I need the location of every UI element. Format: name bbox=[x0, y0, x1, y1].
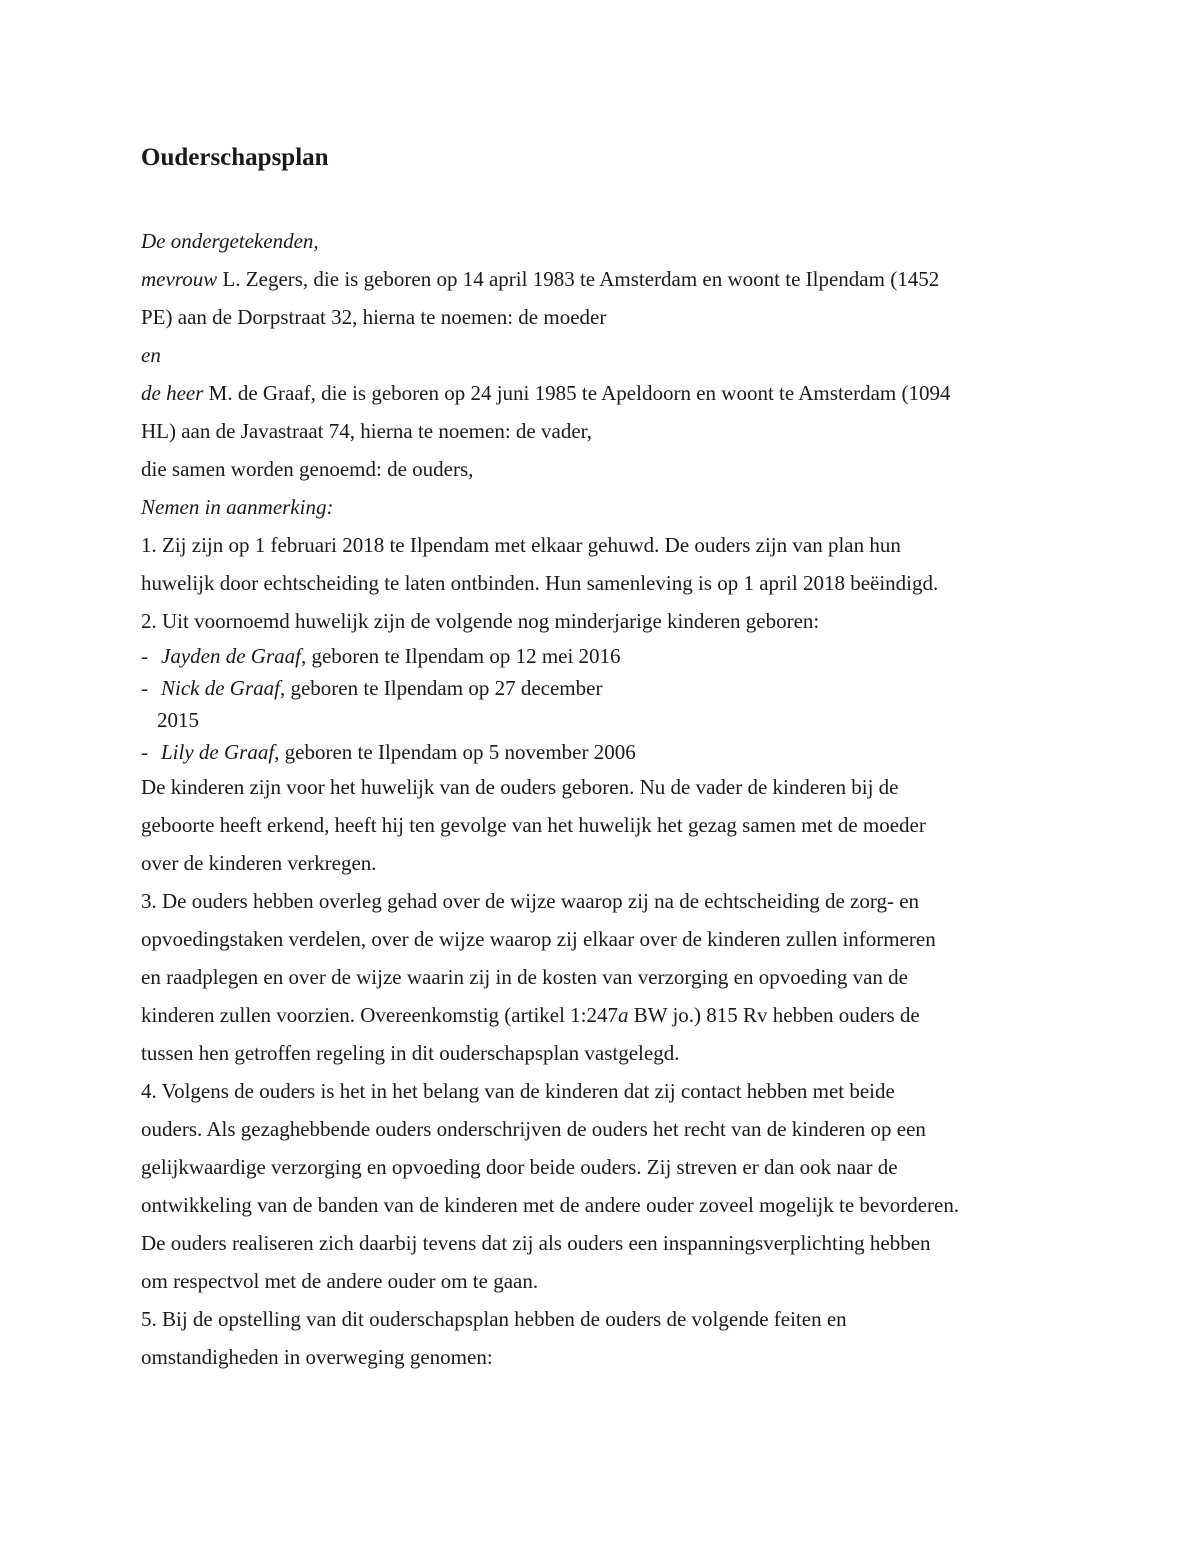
children-note-line-3: over de kinderen verkregen. bbox=[141, 851, 377, 875]
document-body bbox=[141, 222, 1066, 1376]
children-note-line-2: geboorte heeft erkend, heeft hij ten gevolge van het huwelijk het gezag samen met de moeder bbox=[141, 813, 926, 837]
point-3-text-a: kinderen zullen voorzien. Overeenkomstig (artikel 1:247 bbox=[141, 1003, 619, 1027]
point-3-article-letter: a bbox=[618, 1003, 629, 1027]
point-3-text-b: BW jo.) 815 Rv hebben ouders de bbox=[628, 1003, 920, 1027]
together-line: die samen worden genoemd: de ouders, bbox=[141, 457, 474, 481]
document-title: Ouderschapsplan bbox=[141, 144, 329, 171]
list-dash: - bbox=[141, 644, 148, 668]
child-item-jayden bbox=[141, 640, 1066, 672]
list-dash: - bbox=[141, 676, 148, 700]
point-3-line-4 bbox=[141, 996, 1066, 1034]
father-role: de heer bbox=[141, 381, 204, 405]
child-item-lily bbox=[141, 736, 1066, 768]
father-line-1 bbox=[141, 374, 1066, 412]
child-name: Jayden de Graaf bbox=[161, 644, 301, 668]
mother-line-1 bbox=[141, 260, 1066, 298]
point-4-line-5: De ouders realiseren zich daarbij tevens dat zij als ouders een inspanningsverplichting hebben bbox=[141, 1231, 931, 1255]
point-3-line-2: opvoedingstaken verdelen, over de wijze waarop zij elkaar over de kinderen zullen informeren bbox=[141, 927, 936, 951]
child-name: Lily de Graaf bbox=[161, 740, 275, 764]
point-1-line-1: 1. Zij zijn op 1 februari 2018 te Ilpendam met elkaar gehuwd. De ouders zijn van plan hun bbox=[141, 533, 901, 557]
intro-line: De ondergetekenden, bbox=[141, 229, 319, 253]
mother-line-2: PE) aan de Dorpstraat 32, hierna te noemen: de moeder bbox=[141, 305, 607, 329]
point-3-line-3: en raadplegen en over de wijze waarin zij in de kosten van verzorging en opvoeding van de bbox=[141, 965, 908, 989]
child-name: Nick de Graaf bbox=[161, 676, 280, 700]
father-details: M. de Graaf, die is geboren op 24 juni 1985 te Apeldoorn en woont te Amsterdam (1094 bbox=[203, 381, 951, 405]
point-5-line-2: omstandigheden in overweging genomen: bbox=[141, 1345, 493, 1369]
point-4-line-2: ouders. Als gezaghebbende ouders onderschrijven de ouders het recht van de kinderen op een bbox=[141, 1117, 926, 1141]
point-5-line-1: 5. Bij de opstelling van dit ouderschapsplan hebben de ouders de volgende feiten en bbox=[141, 1307, 847, 1331]
child-birth: , geboren te Ilpendam op 12 mei 2016 bbox=[300, 644, 621, 668]
father-line-2: HL) aan de Javastraat 74, hierna te noemen: de vader, bbox=[141, 419, 593, 443]
point-1-line-2: huwelijk door echtscheiding te laten ontbinden. Hun samenleving is op 1 april 2018 beëindigd. bbox=[141, 571, 939, 595]
mother-details: L. Zegers, die is geboren op 14 april 1983 te Amsterdam en woont te Ilpendam (1452 bbox=[217, 267, 940, 291]
child-birth: , geboren te Ilpendam op 5 november 2006 bbox=[274, 740, 636, 764]
child-birth: , geboren te Ilpendam op 27 december bbox=[279, 676, 603, 700]
point-4-line-4: ontwikkeling van de banden van de kinderen met de andere ouder zoveel mogelijk te bevorderen. bbox=[141, 1193, 960, 1217]
children-note-line-1: De kinderen zijn voor het huwelijk van de ouders geboren. Nu de vader de kinderen bij de bbox=[141, 775, 899, 799]
point-4-line-1: 4. Volgens de ouders is het in het belang van de kinderen dat zij contact hebben met beide bbox=[141, 1079, 895, 1103]
conjunction-line: en bbox=[141, 343, 161, 367]
point-4-line-6: om respectvol met de andere ouder om te gaan. bbox=[141, 1269, 539, 1293]
point-3-line-5: tussen hen getroffen regeling in dit ouderschapsplan vastgelegd. bbox=[141, 1041, 680, 1065]
point-3-line-1: 3. De ouders hebben overleg gehad over de wijze waarop zij na de echtscheiding de zorg- en bbox=[141, 889, 920, 913]
mother-role: mevrouw bbox=[141, 267, 218, 291]
point-2-line: 2. Uit voornoemd huwelijk zijn de volgende nog minderjarige kinderen geboren: bbox=[141, 609, 820, 633]
list-dash: - bbox=[141, 740, 148, 764]
considering-heading: Nemen in aanmerking: bbox=[141, 495, 334, 519]
child-item-nick-year: 2015 bbox=[157, 708, 199, 732]
child-item-nick bbox=[141, 672, 1066, 704]
point-4-line-3: gelijkwaardige verzorging en opvoeding door beide ouders. Zij streven er dan ook naar de bbox=[141, 1155, 898, 1179]
